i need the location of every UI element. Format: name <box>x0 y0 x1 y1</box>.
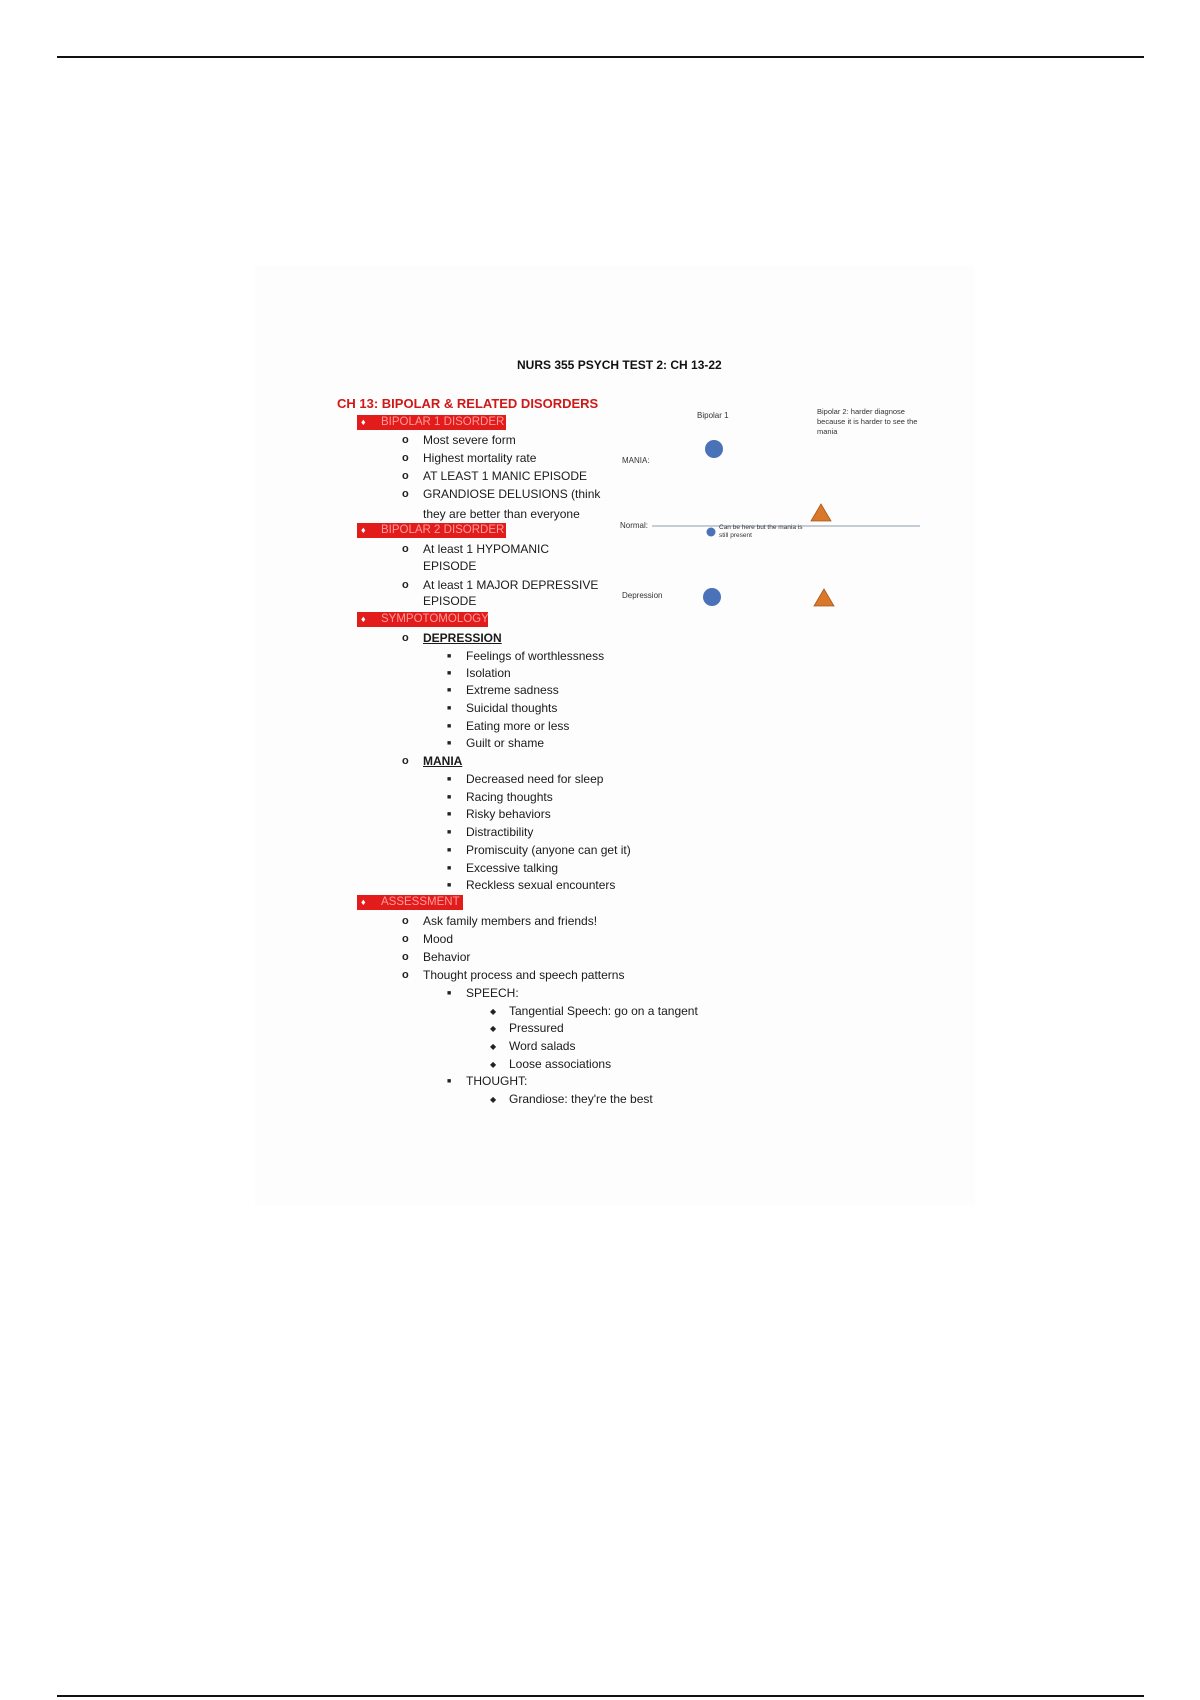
bipolar1-column-label: Bipolar 1 <box>697 411 729 420</box>
square-bullet-icon: ■ <box>447 990 452 997</box>
depression-title: DEPRESSION <box>423 631 502 645</box>
bullet-icon: ♦ <box>361 897 366 907</box>
square-bullet-icon: ■ <box>447 740 452 747</box>
normal-row-label: Normal: <box>620 521 649 530</box>
circle-bullet-icon: o <box>402 434 409 446</box>
circle-bullet-icon: o <box>402 969 409 981</box>
bullet-icon: ♦ <box>361 614 366 624</box>
list-item: Risky behaviors <box>466 807 551 821</box>
bipolar1-heading: ♦ BIPOLAR 1 DISORDER <box>357 415 506 430</box>
diamond-bullet-icon: ◆ <box>490 1024 497 1033</box>
document-title: NURS 355 PSYCH TEST 2: CH 13-22 <box>517 358 722 372</box>
list-item: Pressured <box>509 1021 564 1035</box>
square-bullet-icon: ■ <box>447 1078 452 1085</box>
list-item: Reckless sexual encounters <box>466 878 616 892</box>
list-item: Guilt or shame <box>466 736 545 750</box>
diamond-bullet-icon: ◆ <box>490 1060 497 1069</box>
square-bullet-icon: ■ <box>447 776 452 783</box>
list-item: At least 1 HYPOMANIC <box>423 542 550 556</box>
list-item: Mood <box>423 932 454 946</box>
speech-title: SPEECH: <box>466 986 519 1000</box>
circle-bullet-icon: o <box>402 543 409 555</box>
list-item: Ask family members and friends! <box>423 914 598 928</box>
list-item: Eating more or less <box>466 719 570 733</box>
square-bullet-icon: ■ <box>447 794 452 801</box>
diamond-bullet-icon: ◆ <box>490 1042 497 1051</box>
bullet-icon: ♦ <box>361 525 366 535</box>
thought-title: THOUGHT: <box>466 1074 528 1088</box>
list-item: Distractibility <box>466 825 534 839</box>
list-item: Racing thoughts <box>466 790 553 804</box>
list-item: Suicidal thoughts <box>466 701 558 715</box>
square-bullet-icon: ■ <box>447 865 452 872</box>
circle-bullet-icon: o <box>402 452 409 464</box>
list-item: Grandiose: they're the best <box>509 1092 653 1106</box>
list-item-continuation: they are better than everyone <box>423 507 580 521</box>
list-item: At least 1 MAJOR DEPRESSIVE <box>423 578 599 592</box>
bipolar2-normal-circle <box>707 528 716 537</box>
square-bullet-icon: ■ <box>447 829 452 836</box>
list-item: AT LEAST 1 MANIC EPISODE <box>423 469 588 483</box>
mania-row-label: MANIA: <box>622 456 650 465</box>
list-item: GRANDIOSE DELUSIONS (think <box>423 487 601 501</box>
list-item: Loose associations <box>509 1057 612 1071</box>
mania-title: MANIA <box>423 754 463 768</box>
square-bullet-icon: ■ <box>447 882 452 889</box>
footer-rule <box>57 1695 1144 1697</box>
list-item-continuation: EPISODE <box>423 559 477 573</box>
square-bullet-icon: ■ <box>447 847 452 854</box>
circle-bullet-icon: o <box>402 488 409 500</box>
list-item: Tangential Speech: go on a tangent <box>509 1004 698 1018</box>
list-item: Behavior <box>423 950 471 964</box>
circle-bullet-icon: o <box>402 915 409 927</box>
bipolar2-hypomania-triangle <box>811 504 831 521</box>
depression-row-label: Depression <box>622 591 663 600</box>
list-item: Excessive talking <box>466 861 559 875</box>
diamond-bullet-icon: ◆ <box>490 1095 497 1104</box>
circle-bullet-icon: o <box>402 579 409 591</box>
list-item: Isolation <box>466 666 511 680</box>
bipolar2-depression-triangle <box>814 589 834 606</box>
bipolar2-column-label: Bipolar 2: harder diagnose because it is harder to see the mania <box>817 407 918 436</box>
chapter-heading: CH 13: BIPOLAR & RELATED DISORDERS <box>337 396 599 411</box>
square-bullet-icon: ■ <box>447 653 452 660</box>
square-bullet-icon: ■ <box>447 687 452 694</box>
circle-bullet-icon: o <box>402 470 409 482</box>
list-item: Thought process and speech patterns <box>423 968 625 982</box>
assessment-heading: ♦ ASSESSMENT <box>357 895 463 910</box>
square-bullet-icon: ■ <box>447 723 452 730</box>
list-item: Extreme sadness <box>466 683 559 697</box>
bipolar1-depression-circle <box>703 588 721 606</box>
circle-bullet-icon: o <box>402 755 409 767</box>
symptomology-heading: ♦ SYMPOTOMOLOGY <box>357 612 488 627</box>
list-item: Feelings of worthlessness <box>466 649 605 663</box>
diamond-bullet-icon: ◆ <box>490 1007 497 1016</box>
square-bullet-icon: ■ <box>447 670 452 677</box>
square-bullet-icon: ■ <box>447 811 452 818</box>
list-item-continuation: EPISODE <box>423 594 477 608</box>
list-item: Decreased need for sleep <box>466 772 604 786</box>
bipolar2-heading: ♦ BIPOLAR 2 DISORDER <box>357 523 506 538</box>
circle-bullet-icon: o <box>402 632 409 644</box>
list-item: Highest mortality rate <box>423 451 537 465</box>
list-item: Most severe form <box>423 433 516 447</box>
bullet-icon: ♦ <box>361 417 366 427</box>
circle-bullet-icon: o <box>402 933 409 945</box>
square-bullet-icon: ■ <box>447 705 452 712</box>
list-item: Promiscuity (anyone can get it) <box>466 843 631 857</box>
circle-bullet-icon: o <box>402 951 409 963</box>
normal-note: Can be here but the mania is still present <box>719 524 803 539</box>
bipolar1-mania-circle <box>705 440 723 458</box>
list-item: Word salads <box>509 1039 576 1053</box>
